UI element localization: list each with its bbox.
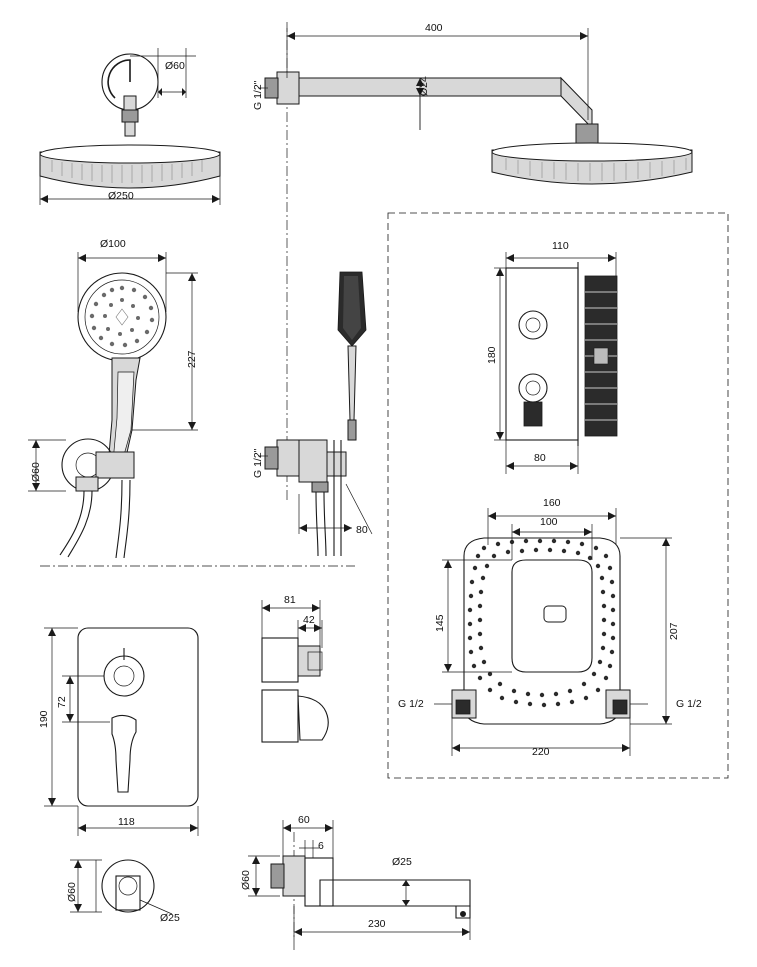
dim-box-mid-width: 160 <box>543 497 561 509</box>
label-overhead-thread: G 1/2" <box>252 80 264 110</box>
dim-box-inner-height: 145 <box>434 614 446 632</box>
label-wall-outlet-thread: G 1/2" <box>252 448 264 478</box>
dim-ceiling-flange-dia: Ø60 <box>165 60 185 72</box>
dim-spout-outlet-dia: Ø25 <box>392 856 412 868</box>
dim-mixer-handle-depth: 42 <box>303 614 315 626</box>
dim-box-inner-width: 100 <box>540 516 558 528</box>
label-box-port-right: G 1/2 <box>676 698 702 710</box>
dim-overhead-arm-length: 400 <box>425 22 443 34</box>
dim-box-outer-width: 220 <box>532 746 550 758</box>
dim-wall-outlet-flange-dia: Ø60 <box>30 462 42 482</box>
dim-hand-shower-head-dia: Ø100 <box>100 238 126 250</box>
dim-mixer-plate-width: 118 <box>118 816 135 828</box>
dim-box-outer-height: 207 <box>668 622 680 640</box>
dim-spout-step: 6 <box>318 840 324 852</box>
dim-spout-length: 230 <box>368 918 386 930</box>
dim-mixer-plate-height: 190 <box>38 710 50 728</box>
dim-mixer-lever-offset: 72 <box>56 696 68 708</box>
dim-spout-depth: 60 <box>298 814 310 826</box>
label-box-port-left: G 1/2 <box>398 698 424 710</box>
dim-body-width: 110 <box>552 240 569 252</box>
dim-mixer-body-depth: 81 <box>284 594 296 606</box>
dim-body-height: 180 <box>486 346 498 364</box>
dim-small-body-dia: Ø25 <box>160 912 180 924</box>
dim-overhead-arm-dia: Ø24 <box>418 76 430 96</box>
dim-wall-outlet-depth: 80 <box>356 524 368 536</box>
dim-body-depth: 80 <box>534 452 546 464</box>
dim-rain-head-dia: Ø250 <box>108 190 134 202</box>
dim-hand-shower-length: 227 <box>186 350 198 368</box>
dim-spout-flange-dia: Ø60 <box>240 870 252 890</box>
dim-small-flange-dia: Ø60 <box>66 882 78 902</box>
